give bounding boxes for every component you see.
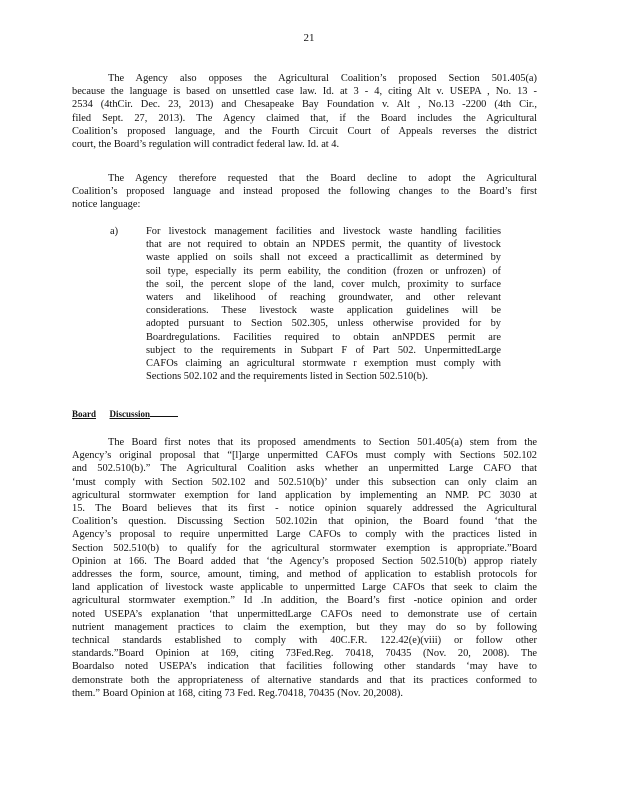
text-line: Coalition’s question. Discussing Section 502.102in that opinion, the Board found ‘that the <box>72 516 537 528</box>
text-line: the soil, the percent slope of the land, cover mulch, proximity to surface <box>146 278 501 290</box>
text-line: Opinion at 166. The Board added that ‘the Agency’s proposed Section 502.510(b) approp riately <box>72 555 537 567</box>
text-line: CAFOs claiming an agricultural stormwate r exemption must comply with <box>146 358 501 370</box>
paragraph-agency-requested <box>72 172 537 212</box>
list-item-label: a) <box>110 226 119 237</box>
heading-word: Board <box>72 409 97 419</box>
text-line: soil type, especially its perm eability, the condition (frozen or unfrozen) of <box>146 265 501 277</box>
text-line: Coalition’s proposed language, and the Fourth Circuit Court of Appeals reverses the district <box>72 125 537 137</box>
text-line: Agency’s original proposal that “[l]arge unpermitted CAFOs must comply with Sections 502.102 <box>72 450 537 462</box>
text-line: 2534 (4thCir. Dec. 23, 2013) and Chesapeake Bay Foundation v. Alt , No.13 -2200 (4th Cir., <box>72 99 537 111</box>
text-line: agricultural stormwater exemption.” Id .In addition, the Board’s first -notice opinion and order <box>72 595 537 607</box>
text-line: Agency’s proposal to require unpermitted Large CAFOs to comply with the practices listed in <box>72 529 537 541</box>
heading-word: Discussion <box>109 409 151 419</box>
text-line: and 502.510(b).” The Agricultural Coalition asks whether an unpermitted Large CAFO that <box>72 463 537 475</box>
text-line: Sections 502.102 and the requirements listed in Section 502.510(b). <box>146 371 428 383</box>
text-line: For livestock management facilities and livestock waste handling facilities <box>146 226 501 237</box>
text-line: that are not required to obtain an NPDES permit, the quantity of livestock <box>146 239 501 251</box>
text-line: Boardalso noted USEPA’s indication that facilities following other standards ‘may have to <box>72 661 537 673</box>
heading-underline <box>150 416 178 417</box>
text-line: The Board first notes that its proposed amendments to Section 501.405(a) stem from the <box>108 437 537 448</box>
text-line: Boardregulations. Facilities required to obtain anNPDES permit are <box>146 331 501 343</box>
text-line: nutrient management practices to claim the exemption, but they may do so by following <box>72 621 537 633</box>
text-line: Coalition’s proposed language and instead proposed the following changes to the Board’s first <box>72 186 537 198</box>
text-line: addresses the form, source, amount, timing, and method of application to establish protocols for <box>72 569 537 581</box>
paragraph-board-discussion <box>72 436 537 700</box>
text-line: The Agency also opposes the Agricultural Coalition’s proposed Section 501.405(a) <box>108 73 537 84</box>
text-line: 15. The Board believes that its first - notice opinion squarely addressed the Agricultural <box>72 503 537 515</box>
paragraph-agency-opposes <box>72 72 537 151</box>
text-line: demonstrate both the appropriateness of alternative standards and that its practices conformed to <box>72 674 537 686</box>
section-heading <box>72 408 178 421</box>
text-line: land application of livestock waste applicable to unpermitted Large CAFOs that seek to claim the <box>72 582 537 594</box>
text-line: standards.”Board Opinion at 169, citing 73Fed.Reg. 70418, 70435 (Nov. 20, 2008). The <box>72 648 537 660</box>
text-line: because the language is based on unsettled case law. Id. at 3 - 4, citing Alt v. USEPA , No. 13 - <box>72 86 537 98</box>
text-line: filed Sept. 27, 2013). The Agency claimed that, if the Board includes the Agricultural <box>72 112 537 124</box>
text-line: waste applied on soils shall not exceed a practicallimit as determined by <box>146 252 501 264</box>
text-line: court, the Board’s regulation will contradict federal law. Id. at 4. <box>72 139 340 151</box>
text-line: subject to the requirements in Subpart F of Part 502. UnpermittedLarge <box>146 344 501 356</box>
text-line: The Agency therefore requested that the Board decline to adopt the Agricultural <box>108 173 537 184</box>
text-line: considerations. These livestock waste application guidelines will be <box>146 305 501 317</box>
text-line: waters and likelihood of reaching groundwater, and other relevant <box>146 292 501 304</box>
text-line: notice language: <box>72 199 141 211</box>
text-line: noted USEPA’s explanation ‘that unpermittedLarge CAFOs need to demonstrate use of certain <box>72 608 537 620</box>
text-line: Section 502.510(b) to qualify for the agricultural stormwater exemption is appropriate.”Board <box>72 542 537 554</box>
text-line: adopted pursuant to Section 502.305, unless otherwise provided for by <box>146 318 501 330</box>
list-item-body <box>146 225 501 383</box>
text-line: them.” Board Opinion at 168, citing 73 Fed. Reg.70418, 70435 (Nov. 20,2008). <box>72 687 403 699</box>
page-number: 21 <box>303 32 315 44</box>
text-line: technical standards established to comply with 40C.F.R. 122.42(e)(viii) or follow other <box>72 635 537 647</box>
text-line: ‘must comply with Section 502.102 and 502.510(b)’ under this subsection can only claim an <box>72 476 537 488</box>
text-line: agricultural stormwater exemption for land application by implementing an NMP. PC 3030 at <box>72 489 537 501</box>
